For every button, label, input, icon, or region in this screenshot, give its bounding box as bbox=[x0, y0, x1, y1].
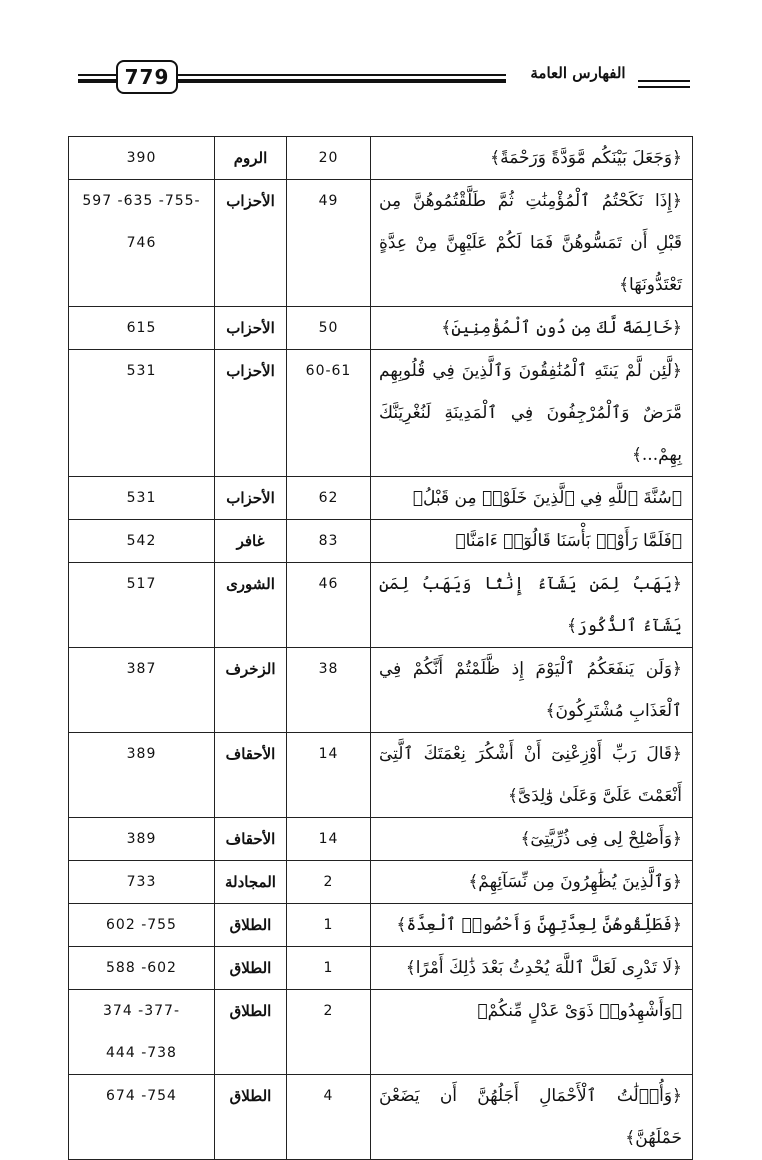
table-row bbox=[69, 350, 693, 477]
ayah-cell: 14 bbox=[287, 818, 371, 861]
surah-cell: الأحزاب bbox=[215, 350, 287, 477]
verse-cell: ﴿وَٱلَّذِينَ يُظَٰهِرُونَ مِن نِّسَآئِهِمْ﴾ bbox=[371, 861, 693, 904]
table-row bbox=[69, 990, 693, 1075]
ayah-cell: 20 bbox=[287, 137, 371, 180]
verse-cell: ﴿لَا تَدْرِى لَعَلَّ ٱللَّهَ يُحْدِثُ بَعْدَ ذَٰلِكَ أَمْرًا﴾ bbox=[371, 947, 693, 990]
table-row bbox=[69, 180, 693, 307]
surah-cell: غافر bbox=[215, 520, 287, 563]
surah-cell: الشورى bbox=[215, 563, 287, 648]
ayah-cell: 83 bbox=[287, 520, 371, 563]
page-header bbox=[0, 0, 762, 110]
table-row bbox=[69, 563, 693, 648]
surah-cell: الطلاق bbox=[215, 947, 287, 990]
table-row bbox=[69, 818, 693, 861]
surah-cell: الطلاق bbox=[215, 990, 287, 1075]
page-number: 779 bbox=[116, 60, 178, 94]
surah-cell: الطلاق bbox=[215, 1075, 287, 1160]
ayah-cell: 14 bbox=[287, 733, 371, 818]
table-row bbox=[69, 137, 693, 180]
table-row bbox=[69, 307, 693, 350]
surah-cell: الأحزاب bbox=[215, 477, 287, 520]
verse-cell: ﴿خَالِصَةً لَّكَ مِن دُونِ ٱلْمُؤْمِنِينَ﴾ bbox=[371, 307, 693, 350]
verse-cell: ﴿لَّئِن لَّمْ يَنتَهِ ٱلْمُنَٰفِقُونَ وَٱلَّذِينَ فِي قُلُوبِهِم مَّرَضٌ وَٱلْمُرْجِفُونَ فِي ٱلْمَدِينَةِ لَنُغْرِيَنَّكَ بِهِمْ...﴾ bbox=[371, 350, 693, 477]
pages-cell: 387 bbox=[69, 648, 215, 733]
verse-cell: ﴿وَلَن يَنفَعَكُمُ ٱلْيَوْمَ إِذ ظَّلَمْتُمْ أَنَّكُمْ فِي ٱلْعَذَابِ مُشْتَرِكُونَ﴾ bbox=[371, 648, 693, 733]
ayah-cell: 49 bbox=[287, 180, 371, 307]
pages-cell: 390 bbox=[69, 137, 215, 180]
verse-cell: ﴿وَأَصْلِحْ لِى فِى ذُرِّيَّتِىٓ﴾ bbox=[371, 818, 693, 861]
pages-cell: 542 bbox=[69, 520, 215, 563]
verse-cell: ﴿وَجَعَلَ بَيْنَكُم مَّوَدَّةً وَرَحْمَةً﴾ bbox=[371, 137, 693, 180]
pages-cell: 588 -602 bbox=[69, 947, 215, 990]
table-row bbox=[69, 947, 693, 990]
table-row bbox=[69, 1075, 693, 1160]
surah-cell: الأحزاب bbox=[215, 307, 287, 350]
table-row bbox=[69, 477, 693, 520]
header-rule-right-bottom bbox=[638, 86, 690, 88]
table-row bbox=[69, 520, 693, 563]
table-row bbox=[69, 733, 693, 818]
pages-cell: 531 bbox=[69, 350, 215, 477]
verse-cell: ﴿سُنَّةَ ٱللَّهِ فِي ٱلَّذِينَ خَلَوْا۟ مِن قَبْلُ﴾ bbox=[371, 477, 693, 520]
surah-cell: الأحقاف bbox=[215, 733, 287, 818]
surah-cell: الروم bbox=[215, 137, 287, 180]
running-title: الفهارس العامة bbox=[530, 64, 626, 82]
header-rule-right-top bbox=[638, 80, 690, 82]
ayah-cell: 60-61 bbox=[287, 350, 371, 477]
verse-cell: ﴿فَطَلِّقُوهُنَّ لِعِدَّتِهِنَّ وَأَحْصُوا۟ ٱلْعِدَّةَ﴾ bbox=[371, 904, 693, 947]
pages-cell: 674 -754 bbox=[69, 1075, 215, 1160]
pages-cell: 389 bbox=[69, 818, 215, 861]
verse-cell: ﴿يَهَبُ لِمَن يَشَآءُ إِنَٰثًا وَيَهَبُ لِمَن يَشَآءُ ٱلذُّكُورَ﴾ bbox=[371, 563, 693, 648]
pages-cell: 615 bbox=[69, 307, 215, 350]
ayah-cell: 1 bbox=[287, 904, 371, 947]
table-row bbox=[69, 904, 693, 947]
verse-cell: ﴿وَأَشْهِدُوا۟ ذَوَىْ عَدْلٍ مِّنكُمْ﴾ bbox=[371, 990, 693, 1075]
verse-cell: ﴿إِذَا نَكَحْتُمُ ٱلْمُؤْمِنَٰتِ ثُمَّ طَلَّقْتُمُوهُنَّ مِن قَبْلِ أَن تَمَسُّوهُنَّ فَمَا لَكُمْ عَلَيْهِنَّ مِنْ عِدَّةٍ تَعْتَدُّونَهَا﴾ bbox=[371, 180, 693, 307]
verse-cell: ﴿وَأُو۟لَٰتُ ٱلْأَحْمَالِ أَجَلُهُنَّ أَن يَضَعْنَ حَمْلَهُنَّ﴾ bbox=[371, 1075, 693, 1160]
surah-cell: المجادلة bbox=[215, 861, 287, 904]
pages-cell: 374 -377- 444 -738 bbox=[69, 990, 215, 1075]
ayah-cell: 38 bbox=[287, 648, 371, 733]
pages-cell: 602 -755 bbox=[69, 904, 215, 947]
surah-cell: الأحقاف bbox=[215, 818, 287, 861]
surah-cell: الأحزاب bbox=[215, 180, 287, 307]
table-row bbox=[69, 861, 693, 904]
ayah-cell: 2 bbox=[287, 861, 371, 904]
verse-cell: ﴿قَالَ رَبِّ أَوْزِعْنِىٓ أَنْ أَشْكُرَ نِعْمَتَكَ ٱلَّتِىٓ أَنْعَمْتَ عَلَىَّ وَعَلَىٰ وَٰلِدَىَّ﴾ bbox=[371, 733, 693, 818]
ayah-cell: 1 bbox=[287, 947, 371, 990]
pages-cell: 389 bbox=[69, 733, 215, 818]
ayah-cell: 2 bbox=[287, 990, 371, 1075]
surah-cell: الزخرف bbox=[215, 648, 287, 733]
ayah-cell: 4 bbox=[287, 1075, 371, 1160]
ayah-cell: 46 bbox=[287, 563, 371, 648]
pages-cell: 531 bbox=[69, 477, 215, 520]
verse-cell: ﴿فَلَمَّا رَأَوْا۟ بَأْسَنَا قَالُوٓا۟ ءَامَنَّا﴾ bbox=[371, 520, 693, 563]
surah-cell: الطلاق bbox=[215, 904, 287, 947]
table-row bbox=[69, 648, 693, 733]
pages-cell: 517 bbox=[69, 563, 215, 648]
pages-cell: 733 bbox=[69, 861, 215, 904]
pages-cell: 597 -635 -755- 746 bbox=[69, 180, 215, 307]
ayah-cell: 50 bbox=[287, 307, 371, 350]
ayah-cell: 62 bbox=[287, 477, 371, 520]
verse-index-table bbox=[68, 136, 693, 1160]
